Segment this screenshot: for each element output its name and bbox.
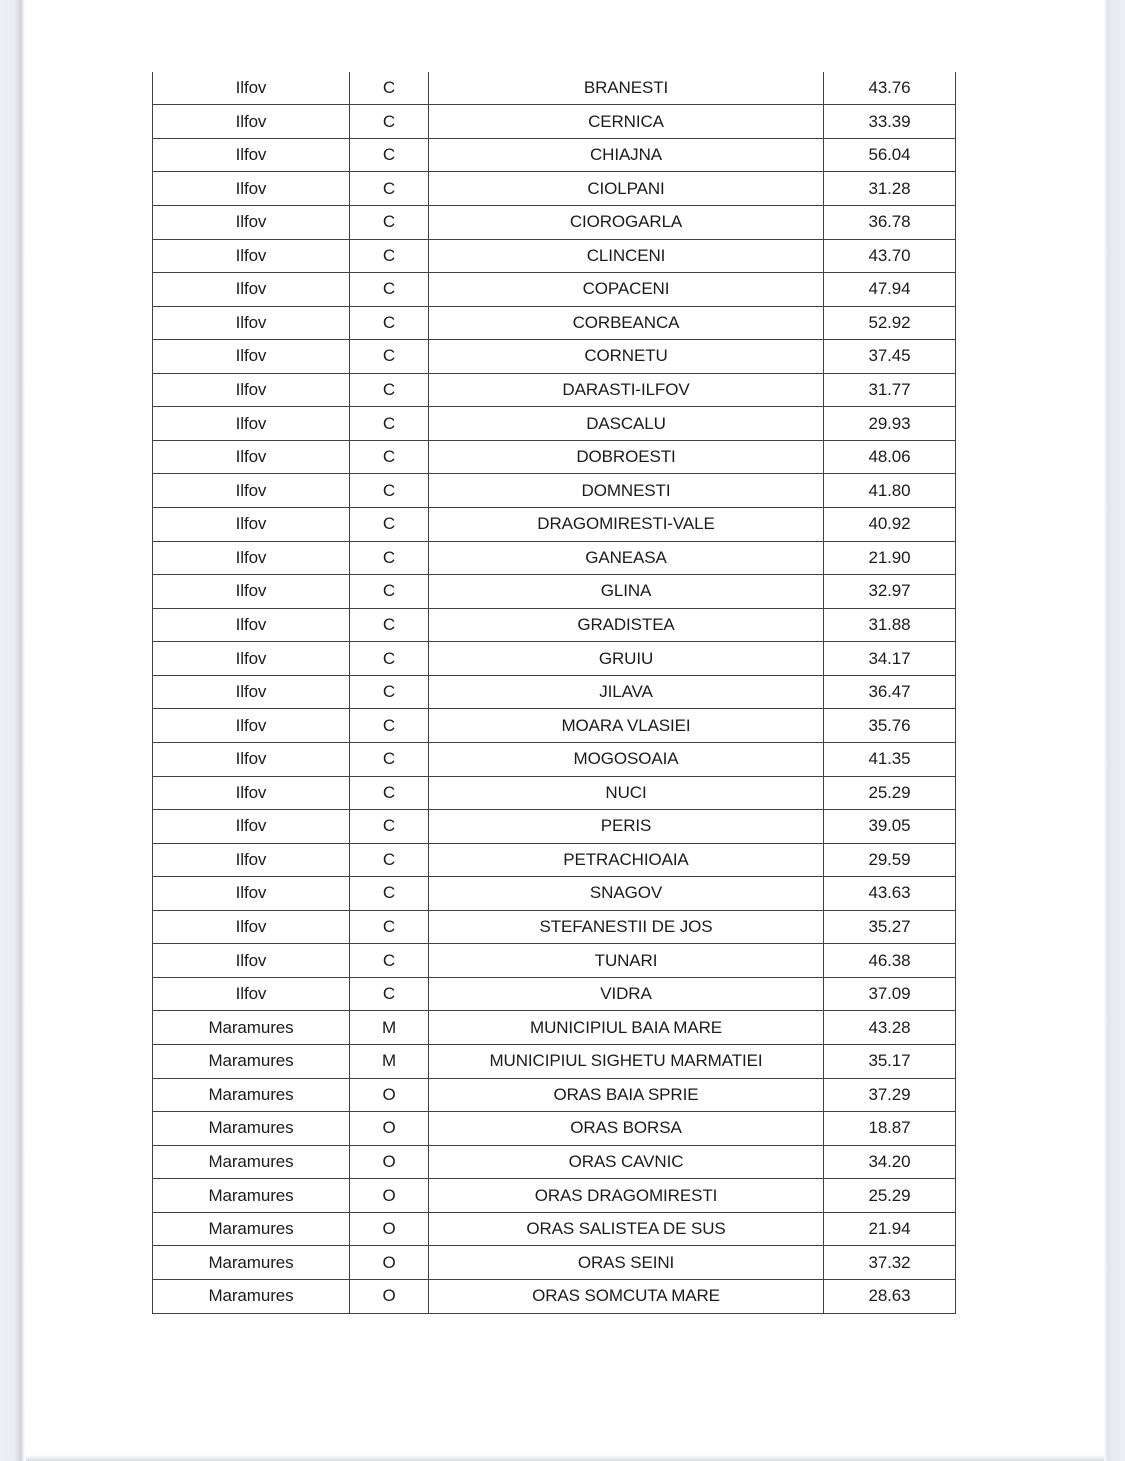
table-row [153, 440, 956, 474]
locality-cell: NUCI [429, 776, 824, 810]
type-cell: C [350, 608, 429, 642]
locality-cell: COPACENI [429, 273, 824, 307]
locality-cell: GRADISTEA [429, 608, 824, 642]
localities-table [152, 72, 956, 1314]
county-cell: Ilfov [153, 776, 350, 810]
county-cell: Ilfov [153, 541, 350, 575]
value-cell: 21.90 [824, 541, 956, 575]
type-cell: O [350, 1212, 429, 1246]
type-cell: C [350, 642, 429, 676]
type-cell: C [350, 910, 429, 944]
value-cell: 35.17 [824, 1045, 956, 1079]
locality-cell: ORAS DRAGOMIRESTI [429, 1179, 824, 1213]
type-cell: C [350, 172, 429, 206]
type-cell: C [350, 239, 429, 273]
county-cell: Maramures [153, 1078, 350, 1112]
value-cell: 34.17 [824, 642, 956, 676]
county-cell: Ilfov [153, 172, 350, 206]
type-cell: C [350, 407, 429, 441]
locality-cell: DOBROESTI [429, 440, 824, 474]
value-cell: 43.63 [824, 877, 956, 911]
type-cell: O [350, 1112, 429, 1146]
type-cell: C [350, 373, 429, 407]
county-cell: Ilfov [153, 105, 350, 139]
table-row [153, 977, 956, 1011]
value-cell: 25.29 [824, 1179, 956, 1213]
locality-cell: DRAGOMIRESTI-VALE [429, 508, 824, 542]
value-cell: 39.05 [824, 810, 956, 844]
value-cell: 32.97 [824, 575, 956, 609]
table-row [153, 306, 956, 340]
table-row [153, 1112, 956, 1146]
locality-cell: ORAS BAIA SPRIE [429, 1078, 824, 1112]
locality-cell: MUNICIPIUL BAIA MARE [429, 1011, 824, 1045]
locality-cell: CIOLPANI [429, 172, 824, 206]
type-cell: C [350, 977, 429, 1011]
type-cell: C [350, 709, 429, 743]
county-cell: Ilfov [153, 944, 350, 978]
county-cell: Ilfov [153, 373, 350, 407]
value-cell: 35.76 [824, 709, 956, 743]
locality-cell: CORNETU [429, 340, 824, 374]
county-cell: Maramures [153, 1279, 350, 1313]
locality-cell: CORBEANCA [429, 306, 824, 340]
locality-cell: MUNICIPIUL SIGHETU MARMATIEI [429, 1045, 824, 1079]
locality-cell: GANEASA [429, 541, 824, 575]
page-bottom-edge [26, 1455, 1104, 1461]
table-row [153, 575, 956, 609]
table-row [153, 642, 956, 676]
type-cell: M [350, 1045, 429, 1079]
county-cell: Maramures [153, 1179, 350, 1213]
table-body [153, 72, 956, 1314]
value-cell: 43.70 [824, 239, 956, 273]
locality-cell: SNAGOV [429, 877, 824, 911]
value-cell: 29.59 [824, 843, 956, 877]
value-cell: 25.29 [824, 776, 956, 810]
table-row [153, 407, 956, 441]
value-cell: 28.63 [824, 1279, 956, 1313]
type-cell: C [350, 877, 429, 911]
type-cell: C [350, 138, 429, 172]
table-row [153, 1011, 956, 1045]
locality-cell: CHIAJNA [429, 138, 824, 172]
value-cell: 40.92 [824, 508, 956, 542]
county-cell: Ilfov [153, 575, 350, 609]
county-cell: Ilfov [153, 239, 350, 273]
table-row [153, 1246, 956, 1280]
table-row [153, 843, 956, 877]
table-row [153, 172, 956, 206]
value-cell: 29.93 [824, 407, 956, 441]
value-cell: 33.39 [824, 105, 956, 139]
county-cell: Ilfov [153, 675, 350, 709]
table-row [153, 1145, 956, 1179]
locality-cell: ORAS SOMCUTA MARE [429, 1279, 824, 1313]
type-cell: O [350, 1179, 429, 1213]
locality-cell: ORAS BORSA [429, 1112, 824, 1146]
locality-cell: TUNARI [429, 944, 824, 978]
table-row [153, 541, 956, 575]
locality-cell: MOGOSOAIA [429, 742, 824, 776]
table-row [153, 1078, 956, 1112]
county-cell: Ilfov [153, 877, 350, 911]
county-cell: Ilfov [153, 910, 350, 944]
type-cell: C [350, 776, 429, 810]
value-cell: 48.06 [824, 440, 956, 474]
type-cell: C [350, 306, 429, 340]
county-cell: Ilfov [153, 138, 350, 172]
locality-cell: ORAS SEINI [429, 1246, 824, 1280]
table-row [153, 138, 956, 172]
table-row [153, 273, 956, 307]
county-cell: Ilfov [153, 306, 350, 340]
value-cell: 37.09 [824, 977, 956, 1011]
locality-cell: CLINCENI [429, 239, 824, 273]
locality-cell: GLINA [429, 575, 824, 609]
type-cell: O [350, 1145, 429, 1179]
county-cell: Maramures [153, 1212, 350, 1246]
table-row [153, 709, 956, 743]
county-cell: Maramures [153, 1145, 350, 1179]
type-cell: C [350, 675, 429, 709]
locality-cell: ORAS CAVNIC [429, 1145, 824, 1179]
type-cell: C [350, 340, 429, 374]
table-row [153, 910, 956, 944]
value-cell: 31.88 [824, 608, 956, 642]
county-cell: Ilfov [153, 205, 350, 239]
value-cell: 43.76 [824, 72, 956, 105]
locality-cell: JILAVA [429, 675, 824, 709]
value-cell: 37.45 [824, 340, 956, 374]
table-row [153, 1212, 956, 1246]
locality-cell: PERIS [429, 810, 824, 844]
table-row [153, 742, 956, 776]
type-cell: O [350, 1246, 429, 1280]
type-cell: C [350, 474, 429, 508]
county-cell: Maramures [153, 1112, 350, 1146]
locality-cell: ORAS SALISTEA DE SUS [429, 1212, 824, 1246]
table-row [153, 1179, 956, 1213]
value-cell: 35.27 [824, 910, 956, 944]
locality-cell: STEFANESTII DE JOS [429, 910, 824, 944]
value-cell: 43.28 [824, 1011, 956, 1045]
value-cell: 21.94 [824, 1212, 956, 1246]
table-row [153, 373, 956, 407]
county-cell: Ilfov [153, 608, 350, 642]
locality-cell: MOARA VLASIEI [429, 709, 824, 743]
type-cell: C [350, 843, 429, 877]
value-cell: 47.94 [824, 273, 956, 307]
table-row [153, 944, 956, 978]
county-cell: Ilfov [153, 843, 350, 877]
county-cell: Ilfov [153, 508, 350, 542]
county-cell: Ilfov [153, 810, 350, 844]
table-row [153, 340, 956, 374]
type-cell: C [350, 944, 429, 978]
table-row [153, 675, 956, 709]
type-cell: C [350, 440, 429, 474]
value-cell: 18.87 [824, 1112, 956, 1146]
value-cell: 37.29 [824, 1078, 956, 1112]
type-cell: C [350, 742, 429, 776]
table-row [153, 105, 956, 139]
county-cell: Ilfov [153, 642, 350, 676]
county-cell: Ilfov [153, 709, 350, 743]
county-cell: Ilfov [153, 72, 350, 105]
county-cell: Ilfov [153, 407, 350, 441]
table-row [153, 608, 956, 642]
locality-cell: DOMNESTI [429, 474, 824, 508]
county-cell: Maramures [153, 1246, 350, 1280]
type-cell: O [350, 1279, 429, 1313]
value-cell: 36.47 [824, 675, 956, 709]
table-row [153, 1279, 956, 1313]
value-cell: 56.04 [824, 138, 956, 172]
locality-cell: GRUIU [429, 642, 824, 676]
table-row [153, 205, 956, 239]
county-cell: Ilfov [153, 742, 350, 776]
type-cell: M [350, 1011, 429, 1045]
locality-cell: DARASTI-ILFOV [429, 373, 824, 407]
table-row [153, 508, 956, 542]
locality-cell: BRANESTI [429, 72, 824, 105]
type-cell: C [350, 273, 429, 307]
value-cell: 31.77 [824, 373, 956, 407]
table-row [153, 776, 956, 810]
locality-cell: VIDRA [429, 977, 824, 1011]
locality-cell: DASCALU [429, 407, 824, 441]
value-cell: 34.20 [824, 1145, 956, 1179]
value-cell: 52.92 [824, 306, 956, 340]
county-cell: Ilfov [153, 474, 350, 508]
county-cell: Ilfov [153, 273, 350, 307]
type-cell: C [350, 810, 429, 844]
type-cell: C [350, 205, 429, 239]
table-row [153, 1045, 956, 1079]
county-cell: Maramures [153, 1011, 350, 1045]
type-cell: C [350, 105, 429, 139]
county-cell: Ilfov [153, 440, 350, 474]
value-cell: 41.35 [824, 742, 956, 776]
value-cell: 41.80 [824, 474, 956, 508]
value-cell: 36.78 [824, 205, 956, 239]
county-cell: Ilfov [153, 340, 350, 374]
county-cell: Ilfov [153, 977, 350, 1011]
table-row [153, 239, 956, 273]
type-cell: O [350, 1078, 429, 1112]
value-cell: 46.38 [824, 944, 956, 978]
county-cell: Maramures [153, 1045, 350, 1079]
table-row [153, 810, 956, 844]
type-cell: C [350, 541, 429, 575]
locality-cell: CERNICA [429, 105, 824, 139]
type-cell: C [350, 72, 429, 105]
type-cell: C [350, 508, 429, 542]
table-row [153, 877, 956, 911]
locality-cell: CIOROGARLA [429, 205, 824, 239]
table-row [153, 474, 956, 508]
page-left-edge [0, 0, 26, 1461]
page-right-edge [1104, 0, 1125, 1461]
table-row [153, 72, 956, 105]
value-cell: 37.32 [824, 1246, 956, 1280]
value-cell: 31.28 [824, 172, 956, 206]
type-cell: C [350, 575, 429, 609]
locality-cell: PETRACHIOAIA [429, 843, 824, 877]
